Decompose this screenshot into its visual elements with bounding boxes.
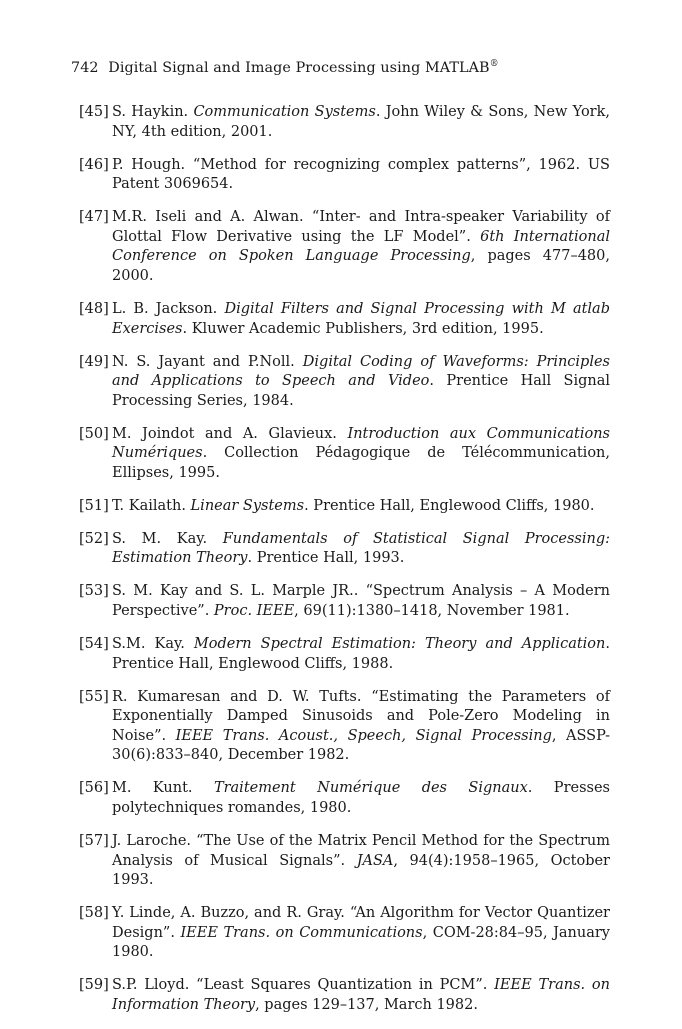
reference-segment: , 69(11):1380–1418, November 1981. bbox=[294, 603, 570, 619]
reference-segment: , 94(4):1958–1965, October 1993. bbox=[112, 852, 610, 889]
reference-number: [46] bbox=[79, 156, 109, 173]
reference-segment: , pages 477–480, 2000. bbox=[112, 248, 610, 284]
reference-number: [58] bbox=[79, 905, 109, 922]
registered-mark: ® bbox=[489, 59, 499, 69]
reference-entry bbox=[79, 832, 610, 891]
reference-entry bbox=[79, 779, 610, 818]
reference-title-italic: Traitement Numérique des Signaux bbox=[213, 780, 528, 797]
reference-entry bbox=[79, 904, 610, 963]
reference-number: [47] bbox=[79, 209, 109, 226]
reference-title-italic: 6th International Conference on Spoken Language Processing bbox=[112, 228, 610, 265]
reference-segment: P. Hough. “Method for recognizing complex patterns”, 1962. US Patent 3069654. bbox=[112, 156, 610, 193]
reference-segment: . Collection Pédagogique de Télécommunication, Ellipses, 1995. bbox=[112, 445, 610, 481]
reference-title-italic: Introduction aux Communications Numériques bbox=[112, 425, 610, 462]
reference-title-italic: Digital Coding of Waveforms: Principles and Applications to Speech and Video bbox=[112, 353, 610, 390]
reference-text bbox=[112, 156, 610, 195]
reference-segment: S.M. Kay. bbox=[112, 635, 194, 652]
reference-title-italic: JASA bbox=[356, 852, 394, 869]
reference-text bbox=[112, 208, 610, 286]
reference-text bbox=[112, 353, 610, 412]
reference-segment: . Prentice Hall, Englewood Cliffs, 1988. bbox=[112, 635, 610, 672]
reference-segment: M. Kunt. bbox=[112, 780, 214, 797]
reference-segment: R. Kumaresan and D. W. Tufts. “Estimating the Parameters of Exponentially Damped Sinusoids and Pole-Zero Modeling in Noise”. bbox=[112, 688, 610, 744]
reference-text bbox=[112, 300, 610, 339]
reference-segment: L. B. Jackson. bbox=[112, 300, 225, 317]
reference-title-italic: IEEE Trans. on Information Theory bbox=[112, 977, 611, 1013]
reference-text bbox=[112, 582, 610, 621]
reference-number: [53] bbox=[79, 583, 109, 600]
reference-text bbox=[112, 688, 610, 766]
reference-number: [59] bbox=[79, 977, 109, 994]
reference-segment: S. M. Kay. bbox=[112, 530, 223, 547]
reference-segment: T. Kailath. bbox=[112, 497, 191, 514]
reference-number: [48] bbox=[79, 300, 109, 317]
reference-entry bbox=[79, 688, 610, 766]
reference-segment: . Kluwer Academic Publishers, 3rd edition, 1995. bbox=[182, 320, 544, 337]
reference-segment: M.R. Iseli and A. Alwan. “Inter- and Intra-speaker Variability of Glottal Flow Derivative using the LF Model”. bbox=[112, 209, 610, 245]
reference-segment: N. S. Jayant and P.Noll. bbox=[112, 353, 303, 370]
reference-text bbox=[112, 497, 610, 517]
reference-title-italic: Communication Systems bbox=[193, 104, 376, 120]
reference-text bbox=[112, 103, 610, 142]
reference-text bbox=[112, 779, 610, 818]
reference-title-italic: IEEE Trans. Acoust., Speech, Signal Processing bbox=[175, 727, 552, 744]
reference-entry bbox=[79, 582, 610, 621]
reference-number: [49] bbox=[79, 353, 109, 370]
header-title: Digital Signal and Image Processing using MATLAB bbox=[108, 60, 490, 76]
reference-segment: . Presses polytechniques romandes, 1980. bbox=[112, 780, 610, 816]
reference-entry bbox=[79, 353, 610, 412]
reference-text bbox=[112, 832, 610, 891]
running-header bbox=[71, 60, 631, 76]
reference-title-italic: IEEE Trans. on Communications bbox=[180, 924, 423, 941]
reference-text bbox=[112, 635, 610, 674]
reference-segment: M. Joindot and A. Glavieux. bbox=[112, 425, 348, 442]
reference-segment: S.P. Lloyd. “Least Squares Quantization in PCM”. bbox=[112, 977, 495, 994]
reference-title-italic: Digital Filters and Signal Processing with M atlab Exercises bbox=[112, 300, 610, 337]
page-number: 742 bbox=[71, 60, 99, 76]
reference-entry bbox=[79, 300, 610, 339]
reference-segment: J. Laroche. “The Use of the Matrix Pencil Method for the Spectrum Analysis of Musical Signals”. bbox=[112, 832, 610, 869]
reference-title-italic: Linear Systems bbox=[190, 497, 305, 514]
reference-entry bbox=[79, 976, 610, 1015]
reference-entry bbox=[79, 208, 610, 286]
reference-segment: S. M. Kay and S. L. Marple JR.. “Spectrum Analysis – A Modern Perspective”. bbox=[112, 583, 610, 619]
reference-number: [54] bbox=[79, 635, 109, 652]
reference-segment: . Prentice Hall Signal Processing Series, 1984. bbox=[112, 373, 611, 409]
reference-segment: , ASSP-30(6):833–840, December 1982. bbox=[112, 727, 610, 764]
reference-number: [56] bbox=[79, 780, 109, 797]
reference-number: [45] bbox=[79, 104, 109, 120]
reference-text bbox=[112, 425, 610, 484]
reference-entry bbox=[79, 530, 610, 569]
reference-number: [52] bbox=[79, 530, 109, 547]
reference-entry bbox=[79, 103, 610, 142]
reference-entry bbox=[79, 635, 610, 674]
reference-number: [57] bbox=[79, 832, 109, 849]
reference-title-italic: Proc. IEEE bbox=[213, 603, 295, 619]
reference-segment: S. Haykin. bbox=[112, 104, 194, 120]
reference-title-italic: Modern Spectral Estimation: Theory and Application bbox=[193, 635, 606, 652]
reference-entry bbox=[79, 425, 610, 484]
reference-title-italic: Fundamentals of Statistical Signal Processing: Estimation Theory bbox=[112, 530, 610, 567]
reference-text bbox=[112, 904, 610, 963]
reference-segment: , pages 129–137, March 1982. bbox=[255, 996, 478, 1013]
reference-segment: . John Wiley & Sons, New York, NY, 4th edition, 2001. bbox=[112, 104, 611, 140]
reference-entry bbox=[79, 497, 610, 517]
reference-segment: , COM-28:84–95, January 1980. bbox=[112, 924, 610, 961]
reference-segment: Y. Linde, A. Buzzo, and R. Gray. “An Algorithm for Vector Quantizer Design”. bbox=[112, 905, 610, 941]
reference-text bbox=[112, 530, 610, 569]
reference-segment: . Prentice Hall, Englewood Cliffs, 1980. bbox=[304, 497, 595, 514]
reference-number: [50] bbox=[79, 425, 109, 442]
reference-number: [51] bbox=[79, 497, 109, 514]
reference-list bbox=[79, 103, 610, 1029]
reference-entry bbox=[79, 156, 610, 195]
reference-segment: . Prentice Hall, 1993. bbox=[247, 550, 405, 567]
reference-number: [55] bbox=[79, 688, 109, 705]
reference-text bbox=[112, 976, 610, 1015]
